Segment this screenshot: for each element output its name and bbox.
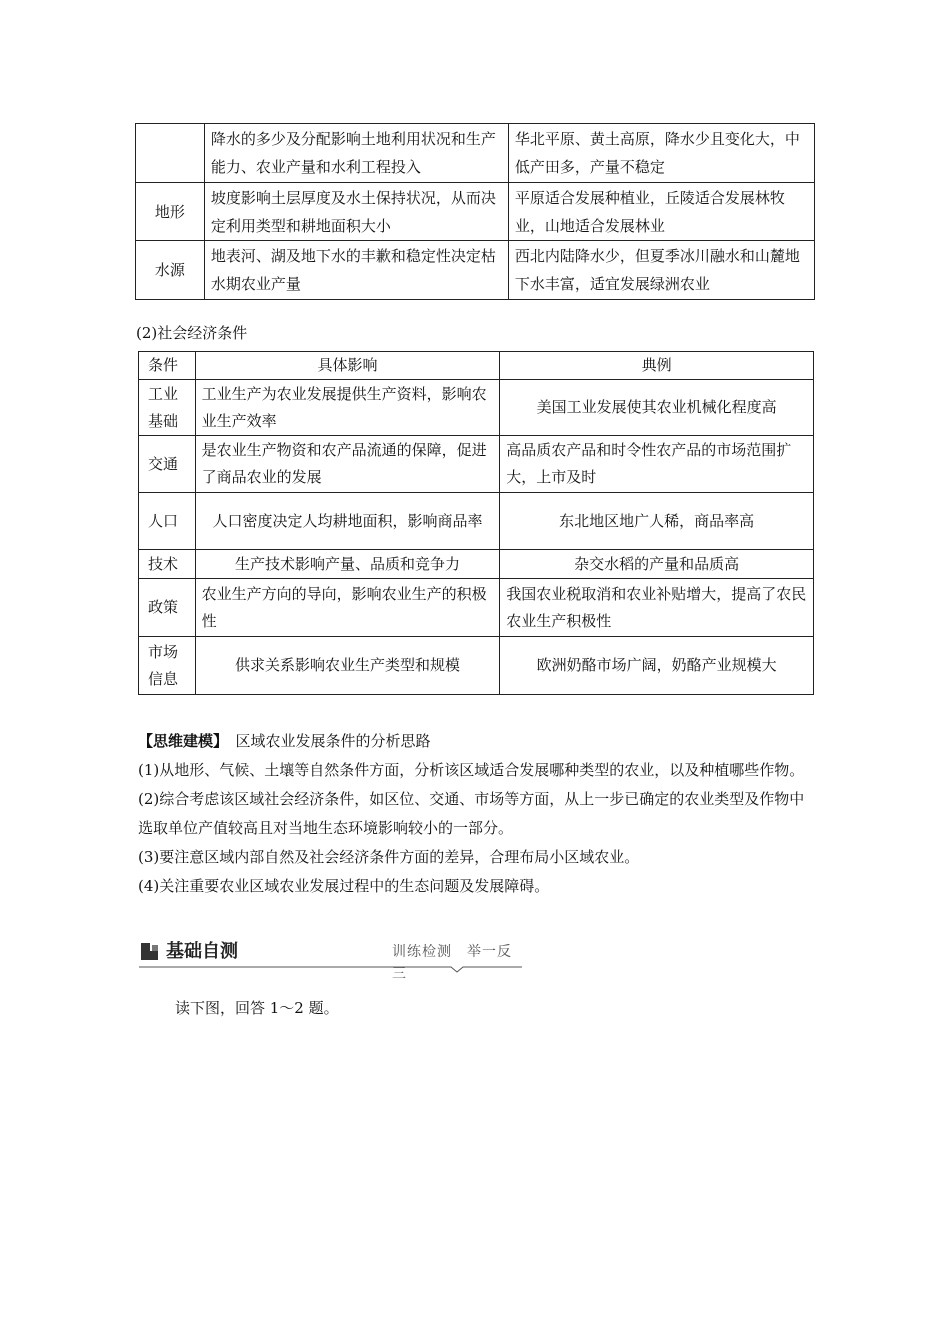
influence-cell: 降水的多少及分配影响土地利用状况和生产能力、农业产量和水利工程投入 bbox=[204, 124, 508, 183]
influence-cell: 人口密度决定人均耕地面积，影响商品率 bbox=[195, 493, 500, 550]
thinking-model-point: (1)从地形、气候、土壤等自然条件方面，分析该区域适合发展哪种类型的农业，以及种植哪些作物。 bbox=[138, 761, 805, 779]
section-subheading: (2)社会经济条件 bbox=[136, 324, 248, 342]
table-row bbox=[139, 436, 814, 493]
example-cell: 华北平原、黄土高原，降水少且变化大，中低产田多，产量不稳定 bbox=[508, 124, 814, 183]
social-conditions-table bbox=[138, 351, 814, 695]
table-row bbox=[139, 380, 814, 436]
example-cell: 高品质农产品和时令性农产品的市场范围扩大，上市及时 bbox=[500, 436, 814, 493]
influence-cell: 坡度影响土层厚度及水土保持状况，从而决定利用类型和耕地面积大小 bbox=[204, 183, 508, 241]
section-title: 基础自测 bbox=[166, 941, 238, 962]
factor-cell: 技术 bbox=[139, 550, 196, 579]
influence-cell: 农业生产方向的导向，影响农业生产的积极性 bbox=[195, 579, 500, 637]
table-row bbox=[139, 493, 814, 550]
section-banner bbox=[139, 939, 522, 982]
influence-cell: 生产技术影响产量、品质和竞争力 bbox=[195, 550, 500, 579]
factor-cell: 人口 bbox=[139, 493, 196, 550]
influence-cell: 是农业生产物资和农产品流通的保障，促进了商品农业的发展 bbox=[195, 436, 500, 493]
influence-cell: 地表河、湖及地下水的丰歉和稳定性决定枯水期农业产量 bbox=[204, 241, 508, 300]
factor-cell: 政策 bbox=[139, 579, 196, 637]
example-cell: 平原适合发展种植业，丘陵适合发展林牧业，山地适合发展林业 bbox=[508, 183, 814, 241]
influence-cell: 供求关系影响农业生产类型和规模 bbox=[195, 637, 500, 695]
table-header-row bbox=[139, 352, 814, 380]
example-cell: 我国农业税取消和农业补贴增大，提高了农民农业生产积极性 bbox=[500, 579, 814, 637]
thinking-model-point: (3)要注意区域内部自然及社会经济条件方面的差异，合理布局小区域农业。 bbox=[138, 848, 640, 866]
section-marker-icon bbox=[141, 943, 158, 960]
header-cell: 典例 bbox=[500, 352, 814, 380]
table-row bbox=[136, 183, 815, 241]
thinking-model bbox=[138, 727, 818, 901]
example-cell: 欧洲奶酪市场广阔，奶酪产业规模大 bbox=[500, 637, 814, 695]
thinking-model-label: 【思维建模】 bbox=[138, 732, 229, 750]
example-cell: 杂交水稻的产量和品质高 bbox=[500, 550, 814, 579]
factor-cell: 交通 bbox=[139, 436, 196, 493]
thinking-model-point: (4)关注重要农业区域农业发展过程中的生态问题及发展障碍。 bbox=[138, 877, 550, 895]
factor-cell bbox=[136, 124, 205, 183]
influence-cell: 工业生产为农业发展提供生产资料，影响农业生产效率 bbox=[195, 380, 500, 436]
header-cell: 条件 bbox=[139, 352, 196, 380]
example-cell: 东北地区地广人稀，商品率高 bbox=[500, 493, 814, 550]
factor-cell: 市场信息 bbox=[139, 637, 196, 695]
thinking-model-heading bbox=[138, 727, 818, 756]
example-cell: 西北内陆降水少，但夏季冰川融水和山麓地下水丰富，适宜发展绿洲农业 bbox=[508, 241, 814, 300]
question-prompt: 读下图，回答 1～2 题。 bbox=[175, 999, 339, 1017]
table-row bbox=[139, 637, 814, 695]
section-divider bbox=[139, 961, 522, 973]
thinking-model-title: 区域农业发展条件的分析思路 bbox=[235, 732, 431, 750]
factor-cell: 工业基础 bbox=[139, 380, 196, 436]
example-cell: 美国工业发展使其农业机械化程度高 bbox=[500, 380, 814, 436]
table-row bbox=[136, 241, 815, 300]
section-slogan: 训练检测 举一反三 bbox=[392, 944, 512, 982]
thinking-model-point: (2)综合考虑该区域社会经济条件，如区位、交通、市场等方面，从上一步已确定的农业类型及作物中选取单位产值较高且对当地生态环境影响较小的一部分。 bbox=[138, 790, 805, 837]
table-row bbox=[136, 124, 815, 183]
header-cell: 具体影响 bbox=[195, 352, 500, 380]
factor-cell: 水源 bbox=[136, 241, 205, 300]
factor-cell: 地形 bbox=[136, 183, 205, 241]
table-row bbox=[139, 550, 814, 579]
natural-conditions-table bbox=[135, 123, 815, 300]
table-row bbox=[139, 579, 814, 637]
